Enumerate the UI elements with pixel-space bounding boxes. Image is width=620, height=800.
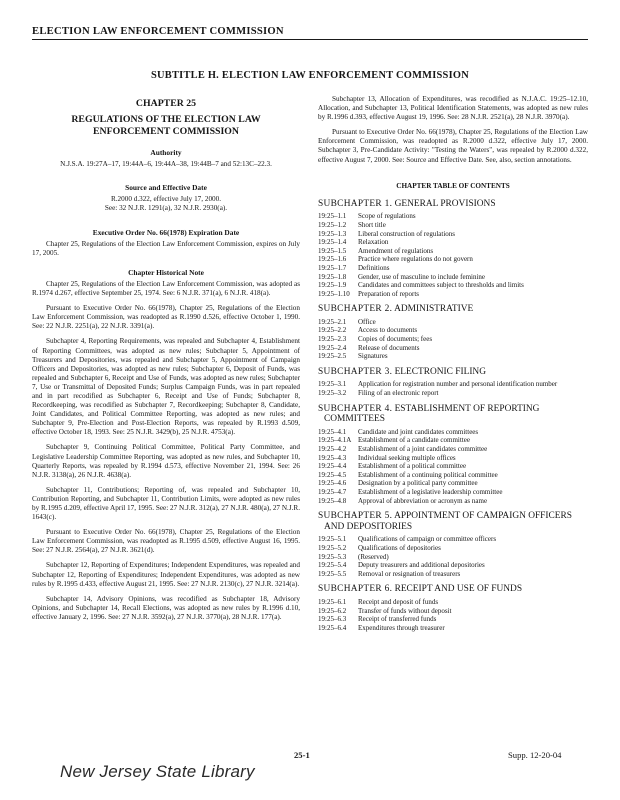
toc-section-number: 19:25–3.1 [318,380,347,389]
toc-section-row [318,281,588,290]
toc-section-title: Relaxation [358,238,389,247]
toc-section-row [318,535,588,544]
expiration-text: Chapter 25, Regulations of the Election Law Enforcement Commission, expires on July 17, 2005. [32,239,300,257]
historical-paragraph: Pursuant to Executive Order No. 66(1978), Chapter 25, Regulations of the Election Law Enforcement Commission, was readopted as R.2000 d.322, effective July 17, 2000. Subchapter 3, Pre-Candidate Activity: "Testing the Waters", was repealed by R.2000 d.322, effective August 7, 2000. See: Source and Effective Date. See, also, section annotations. [318,128,588,164]
toc-section-title: Signatures [358,352,388,361]
toc-section-title: Release of documents [358,343,420,352]
toc-subchapter-label: SUBCHAPTER 5. [318,511,393,522]
toc-section-number: 19:25–1.9 [318,281,347,290]
toc-section-number: 19:25–1.1 [318,212,347,221]
toc-section-row [318,497,588,506]
toc-subchapter-heading [318,367,588,378]
toc-section-title: Definitions [358,263,390,272]
toc-section-row [318,436,588,445]
historical-paragraph: Subchapter 9, Continuing Political Committee, Political Party Committee, and Legislative Leadership Committee Reporting, was adopted as new rules, and Subchapter 10, Quarterly Reports, was repealed by R.1994 d.573, effective November 21, 1994. See: 26 N.J.R. 3138(a), 26 N.J.R. 4638(a). [32,443,300,479]
toc-section-title: Removal or resignation of treasurers [358,569,461,578]
historical-paragraph: Subchapter 4, Reporting Requirements, was repealed and Subchapter 4, Establishment of Reporting Committees, was adopted as new rules; Subchapter 5, Appointment of Treasurers and Depositories, was repealed and Subchapter 5, Appointment of Campaign Officers and Depositories, was adopted as new rules; Subchapter 6, Deposit of Funds, was repealed and Subchapter 6, Receipt and Use of Funds, was adopted as new rules; Subchapter 7, Use or Transmittal of Deposited Funds; Surplus Campaign Funds, was in part repealed and in part recodified as Subchapter 6, Receipt and Use of Funds; Subchapter 8, Recordkeeping, was recodified as Subchapter 7, Recordkeeping; Subchapter 8, Candidate, Joint Candidates, and Political Committee Reporting, was adopted as new rules; and Subchapter 9, Pre-Election and Post-Election Reports, was repealed by R.1993 d.509, effective October 18, 1993. See: 25 N.J.R. 3429(b), 25 N.J.R. 4753(a). [32,337,300,437]
toc-section-row [318,352,588,361]
toc-section-title: Establishment of a political committee [358,462,467,471]
toc-section-title: Deputy treasurers and additional depositories [358,561,485,570]
toc-section-title: Amendment of regulations [358,246,434,255]
authority-text: N.J.S.A. 19:27A–17, 19:44A–6, 19:44A–38, 19:44B–7 and 52:13C–22.3. [60,160,272,169]
toc-section-title: Access to documents [358,326,418,335]
page-number: 25-1 [294,750,310,760]
toc-section-number: 19:25–5.1 [318,535,347,544]
toc-section-number: 19:25–1.8 [318,272,347,281]
toc-section-row [318,238,588,247]
toc-section-number: 19:25–4.4 [318,462,347,471]
toc-section-row [318,230,588,239]
toc-section-title: Receipt and deposit of funds [358,597,439,606]
toc-section-row [318,570,588,579]
chapter-number: CHAPTER 25 [135,98,197,109]
toc-section-row [318,255,588,264]
toc-section-row [318,290,588,299]
toc-section-row [318,264,588,273]
toc-section-number: 19:25–4.2 [318,445,347,453]
toc-heading: CHAPTER TABLE OF CONTENTS [396,181,510,190]
toc-section-row [318,326,588,335]
toc-section-number: 19:25–5.3 [318,552,347,561]
historical-paragraph: Subchapter 11, Contributions; Reporting of, was repealed and Subchapter 10, Contribution Reporting, and Subchapter 11, Contribution Limits, were adopted as new rules by R.1995 d.209, effective April 17, 1995. See: 27 N.J.R. 312(a), 27 N.J.R. 480(a), 27 N.J.R. 1643(c). [32,485,300,522]
toc-section-title: Qualifications of depositories [358,543,441,552]
toc-section-row [318,607,588,616]
toc-subchapter-heading [318,511,588,532]
toc-section-row [318,471,588,480]
toc-section-number: 19:25–5.4 [318,561,347,570]
library-watermark-logo: New Jersey State Library [60,762,255,781]
toc-section-row [318,247,588,256]
toc-section-number: 19:25–1.2 [318,220,347,229]
toc-section-title: Establishment of a joint candidates committee [358,445,488,453]
toc-section-number: 19:25–1.3 [318,229,347,238]
toc-subchapter-label: SUBCHAPTER 6. [318,584,393,595]
historical-paragraph: Subchapter 13, Allocation of Expenditures, was recodified as N.J.A.C. 19:25–12.10, Allocation, and Subchapter 13, Political Identification Statements, was adopted as new rules by R.1996 d.393, effective August 19, 1996. See: 28 N.J.R. 2521(a), 28 N.J.R. 3970(a). [318,95,588,122]
toc-section-number: 19:25–6.1 [318,597,347,606]
toc-section-title: Gender, use of masculine to include feminine [358,272,486,281]
toc-section-title: Expenditures through treasurer [358,623,445,632]
toc-section-row [318,428,588,437]
source-heading: Source and Effective Date [125,183,207,193]
toc-section-title: Designation by a political party committee [358,479,478,488]
toc-subchapter-heading [318,304,588,315]
toc-section-title: Copies of documents; fees [358,335,433,344]
subtitle-heading: SUBTITLE H. ELECTION LAW ENFORCEMENT COMMISSION [151,70,469,81]
toc-section-row [318,462,588,471]
toc-section-title: Candidate and joint candidates committees [358,427,479,436]
toc-section-row [318,624,588,633]
toc-section-number: 19:25–2.4 [318,343,347,352]
toc-section-row [318,318,588,327]
toc-section-title: Preparation of reports [358,289,420,298]
toc-section-number: 19:25–4.1 [318,427,347,436]
historical-paragraph: Subchapter 14, Advisory Opinions, was recodified as Subchapter 18, Advisory Opinions, and Subchapter 14, Recall Elections, was adopted as new rules by R.1996 d.10, effective January 2, 1996. See: 27 N.J.R. 3592(a), 27 N.J.R. 3770(a), 28 N.J.R. 177(a). [32,594,300,621]
toc-section-title: Transfer of funds without deposit [358,606,452,615]
toc-section-title: Qualifications of campaign or committee officers [358,535,497,544]
toc-subchapter-heading [318,584,588,595]
toc-section-number: 19:25–5.5 [318,569,347,578]
toc-section-row [318,544,588,553]
authority-heading: Authority [150,148,182,158]
toc-section-title: Application for registration number and personal identification number [358,380,558,389]
toc-section-row [318,488,588,497]
table-of-contents [318,199,588,633]
toc-section-title: Receipt of transferred funds [358,615,437,624]
toc-section-row [318,553,588,562]
toc-section-title: Office [358,317,376,326]
toc-subchapter-label: SUBCHAPTER 3. [318,366,393,377]
running-head: ELECTION LAW ENFORCEMENT COMMISSION [32,26,588,40]
toc-subchapter-label: SUBCHAPTER 4. [318,403,393,414]
toc-subchapter-label: SUBCHAPTER 2. [318,304,393,315]
historical-paragraph: Pursuant to Executive Order No. 66(1978), Chapter 25, Regulations of the Election Law Enforcement Commission, was readopted as R.1995 d.509, effective August 16, 1995. See: 27 N.J.R. 2564(a), 27 N.J.R. 3621(d). [32,528,300,555]
toc-section-number: 19:25–2.3 [318,335,347,344]
toc-section-number: 19:25–1.5 [318,246,347,255]
historical-paragraph: Chapter 25, Regulations of the Election Law Enforcement Commission, was adopted as R.1974 d.267, effective September 25, 1974. See: 6 N.J.R. 371(a), 6 N.J.R. 418(a). [32,279,300,298]
toc-section-title: Scope of regulations [358,212,416,221]
toc-section-row [318,479,588,488]
toc-section-row [318,380,588,389]
toc-section-number: 19:25–1.10 [318,289,350,298]
toc-section-number: 19:25–4.6 [318,479,347,488]
toc-section-title: Establishment of a candidate committee [358,436,470,445]
toc-subchapter-label: SUBCHAPTER 1. [318,198,393,209]
toc-section-row [318,344,588,353]
toc-section-number: 19:25–2.5 [318,352,347,361]
toc-section-number: 19:25–6.2 [318,606,347,615]
left-column [32,95,300,628]
toc-section-row [318,221,588,230]
toc-section-number: 19:25–5.2 [318,543,347,552]
source-line-2: See: 32 N.J.R. 1291(a), 32 N.J.R. 2930(a). [104,204,228,213]
toc-section-number: 19:25–4.8 [318,496,347,505]
toc-section-row [318,335,588,344]
toc-section-number: 19:25–4.5 [318,470,347,479]
supplement-date: Supp. 12-20-04 [508,750,562,760]
toc-section-row [318,615,588,624]
chapter-title: REGULATIONS OF THE ELECTION LAW ENFORCEMENT COMMISSION [71,114,261,138]
toc-subchapter-title: GENERAL PROVISIONS [394,198,496,209]
toc-section-title: Establishment of a legislative leadership committee [358,487,503,496]
toc-section-title: Candidates and committees subject to thresholds and limits [358,281,524,290]
toc-section-title: Filing of an electronic report [358,389,439,398]
toc-section-number: 19:25–4.1A [318,436,352,445]
toc-section-number: 19:25–3.2 [318,389,347,398]
toc-section-title: Liberal construction of regulations [358,229,455,238]
right-column [318,95,588,632]
expiration-heading: Executive Order No. 66(1978) Expiration Date [92,227,240,237]
toc-section-title: Short title [358,220,386,229]
toc-section-number: 19:25–6.3 [318,615,347,624]
toc-section-row [318,598,588,607]
toc-section-title: (Reserved) [358,552,389,561]
historical-paragraph: Subchapter 12, Reporting of Expenditures; Independent Expenditures, was repealed and Subchapter 12, Reporting of Expenditures; Independent Expenditures, was adopted as new rules by R.1995 d.433, effective August 21, 1995. See: 27 N.J.R. 2130(c), 27 N.J.R. 3214(a). [32,561,300,588]
toc-section-number: 19:25–2.1 [318,317,347,326]
toc-section-row [318,212,588,221]
toc-section-number: 19:25–4.3 [318,453,347,462]
toc-subchapter-heading [318,199,588,210]
toc-section-number: 19:25–1.7 [318,263,347,272]
source-line-1: R.2000 d.322, effective July 17, 2000. [110,195,222,204]
historical-note-heading: Chapter Historical Note [128,267,204,277]
toc-subchapter-title: RECEIPT AND USE OF FUNDS [394,584,523,595]
toc-section-number: 19:25–6.4 [318,623,347,632]
toc-subchapter-title: APPOINTMENT OF CAMPAIGN OFFICERS AND DEPOSITORIES [324,511,572,532]
toc-section-number: 19:25–4.7 [318,487,347,496]
toc-section-row [318,561,588,570]
toc-section-row [318,454,588,463]
toc-section-title: Individual seeking multiple offices [358,453,456,462]
historical-paragraph: Pursuant to Executive Order No. 66(1978), Chapter 25, Regulations of the Election Law Enforcement Commission, was readopted as R.1990 d.526, effective October 1, 1990. See: 22 N.J.R. 2251(a), 22 N.J.R. 3391(a). [32,304,300,331]
toc-section-number: 19:25–1.4 [318,238,347,247]
toc-section-title: Establishment of a continuing political committee [358,470,498,479]
toc-subchapter-heading [318,404,588,425]
toc-section-title: Approval of abbreviation or acronym as name [358,496,488,505]
toc-section-row [318,273,588,282]
toc-section-number: 19:25–2.2 [318,326,347,335]
toc-section-row [318,445,588,454]
toc-section-title: Practice where regulations do not govern [358,255,473,264]
toc-section-number: 19:25–1.6 [318,255,347,264]
toc-section-row [318,389,588,398]
toc-subchapter-title: ELECTRONIC FILING [394,366,486,377]
toc-subchapter-title: ADMINISTRATIVE [394,304,474,315]
toc-subchapter-title: ESTABLISHMENT OF REPORTING COMMITTEES [324,403,540,425]
